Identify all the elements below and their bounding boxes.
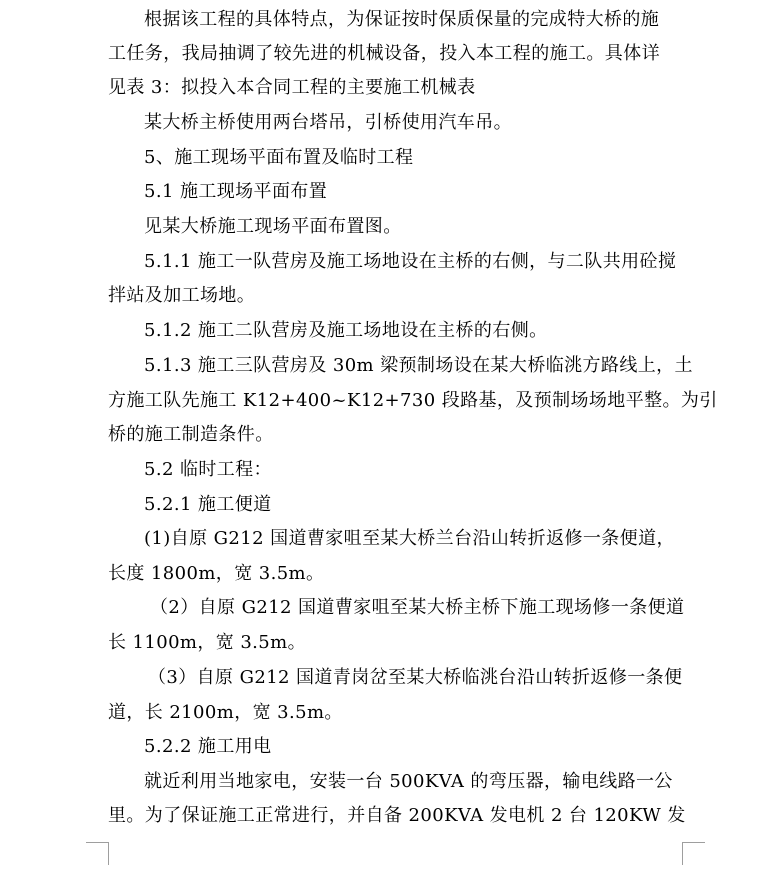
section-heading: 5.2.2 施工用电 [144, 736, 272, 757]
paragraph-line: 方施工队先施工 K12+400~K12+730 段路基，及预制场场地平整。为引 [108, 390, 718, 411]
paragraph-line: （3）自原 G212 国道青岗岔至某大桥临洮台沿山转折返修一条便 [148, 667, 683, 688]
section-heading: 5.1 施工现场平面布置 [144, 181, 328, 202]
paragraph-line: 工任务，我局抽调了较先进的机械设备，投入本工程的施工。具体详 [108, 43, 660, 64]
paragraph-line: 桥的施工制造条件。 [108, 424, 274, 445]
section-heading: 5、施工现场平面布置及临时工程 [144, 147, 414, 168]
paragraph-line: (1)自原 G212 国道曹家咀至某大桥兰台沿山转折返修一条便道， [144, 528, 675, 549]
paragraph-line: 5.1.3 施工三队营房及 30m 梁预制场设在某大桥临洮方路线上，土 [144, 355, 693, 376]
paragraph-line: 见表 3：拟投入本合同工程的主要施工机械表 [108, 77, 476, 98]
paragraph-line: 就近利用当地家电，安装一台 500KVA 的弯压器，输电线路一公 [144, 771, 673, 792]
paragraph-line: 长度 1800m，宽 3.5m。 [108, 563, 325, 584]
paragraph-line: 根据该工程的具体特点，为保证按时保质保量的完成特大桥的施 [144, 9, 660, 30]
section-heading: 5.2 临时工程： [144, 459, 272, 480]
section-heading: 5.2.1 施工便道 [144, 494, 272, 515]
paragraph-line: 里。为了保证施工正常进行，并自备 200KVA 发电机 2 台 120KW 发 [108, 805, 686, 826]
margin-corner-mark-left [86, 842, 109, 865]
paragraph-line: 道，长 2100m，宽 3.5m。 [108, 702, 343, 723]
paragraph-line: 某大桥主桥使用两台塔吊，引桥使用汽车吊。 [144, 112, 512, 133]
paragraph-line: 拌站及加工场地。 [108, 285, 256, 306]
margin-corner-mark-right [682, 842, 705, 865]
paragraph-line: 5.1.2 施工二队营房及施工场地设在主桥的右侧。 [144, 320, 548, 341]
paragraph-line: （2）自原 G212 国道曹家咀至某大桥主桥下施工现场修一条便道 [150, 597, 685, 618]
paragraph-line: 见某大桥施工现场平面布置图。 [144, 216, 402, 237]
paragraph-line: 5.1.1 施工一队营房及施工场地设在主桥的右侧，与二队共用砼搅 [144, 251, 677, 272]
paragraph-line: 长 1100m，宽 3.5m。 [108, 632, 307, 653]
